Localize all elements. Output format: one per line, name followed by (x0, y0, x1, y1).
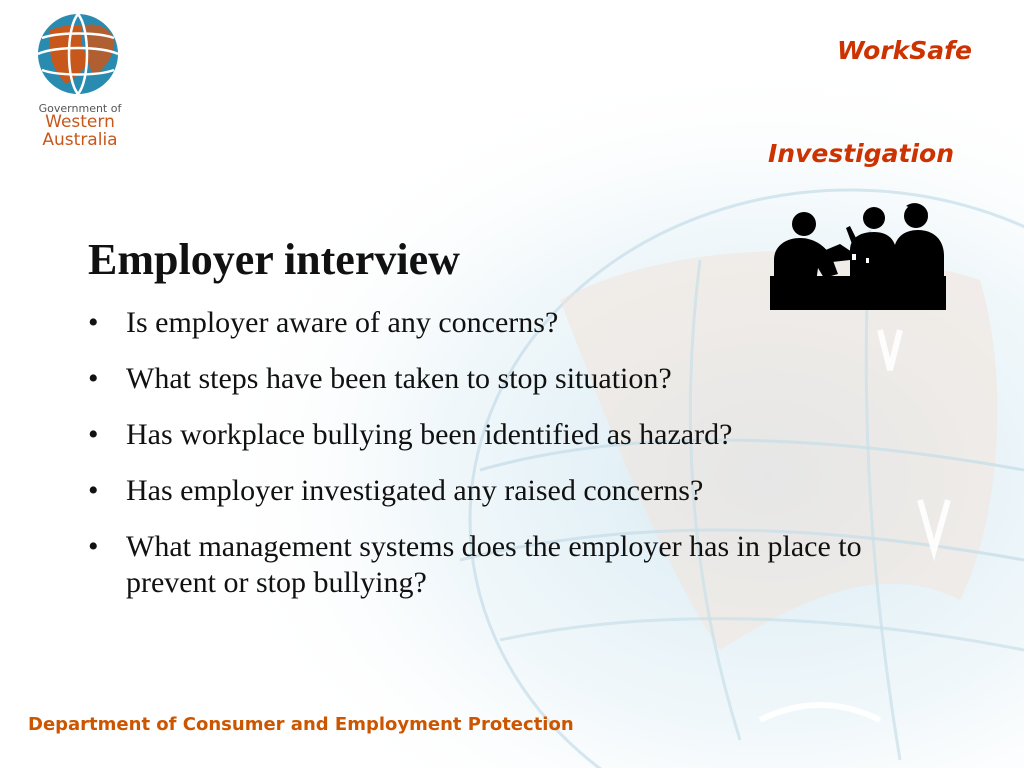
bullet-dot: • (88, 530, 99, 563)
bullet-text: Is employer aware of any concerns? (126, 306, 559, 339)
section-label: Investigation (767, 139, 954, 168)
brand-label: WorkSafe (836, 36, 972, 65)
logo-government-text: Government of (38, 102, 122, 115)
bullet-dot: • (88, 306, 99, 339)
list-item (88, 473, 958, 509)
logo-australia-text: Australia (42, 130, 118, 150)
footer-department: Department of Consumer and Employment Protection (28, 714, 574, 735)
bullet-text: What steps have been taken to stop situation? (126, 362, 672, 395)
bullet-text: Has workplace bullying been identified as hazard? (126, 418, 733, 451)
bullet-list (88, 305, 958, 621)
list-item (88, 529, 958, 601)
list-item (88, 305, 958, 341)
bullet-text: What management systems does the employer has in place to prevent or stop bullying? (126, 530, 862, 599)
bullet-dot: • (88, 474, 99, 507)
logo-western-text: Western (45, 112, 115, 132)
bullet-text: Has employer investigated any raised concerns? (126, 474, 704, 507)
government-logo (20, 8, 140, 158)
globe-logo-icon (20, 8, 140, 102)
bullet-dot: • (88, 418, 99, 451)
bullet-dot: • (88, 362, 99, 395)
meeting-people-icon (766, 202, 950, 310)
list-item (88, 417, 958, 453)
list-item (88, 361, 958, 397)
slide-title: Employer interview (88, 235, 460, 284)
